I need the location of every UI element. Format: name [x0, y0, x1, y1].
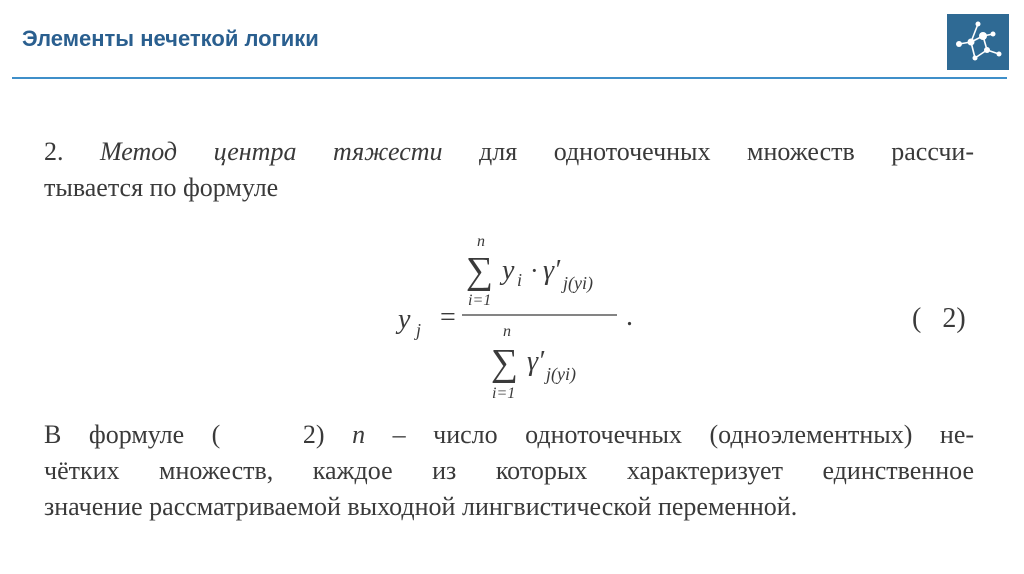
centroid-formula [0, 228, 1024, 408]
formula-lhs: y [398, 304, 411, 335]
denominator-gamma: γ′ [527, 346, 545, 377]
denominator-gamma-subscript: j(yi) [546, 364, 576, 384]
numerator-variable-subscript: i [517, 270, 523, 290]
paragraph-method [44, 134, 974, 206]
multiply-dot: · [530, 256, 539, 285]
paragraph-explanation [44, 417, 974, 525]
header-divider [12, 77, 1007, 79]
numerator-variable: y [502, 255, 515, 286]
paragraph-text: – число одноточечных (одноэлементных) не- [392, 420, 975, 449]
slide-header [0, 0, 1024, 80]
paragraph-line [44, 134, 974, 170]
paragraph-line [44, 417, 974, 453]
paragraph-line: тывается по формуле [44, 173, 279, 202]
molecule-network-icon [947, 14, 1009, 70]
sum-lower-limit: i=1 [492, 385, 516, 402]
equation-number: ( 2) [912, 303, 966, 334]
paragraph-text: для одноточечных множеств рассчи- [479, 137, 975, 166]
sum-lower-limit: i=1 [468, 292, 492, 309]
paragraph-line: значение рассматриваемой выходной лингвистической переменной. [44, 492, 798, 521]
sum-upper-limit: n [503, 323, 511, 340]
item-number: 2. [44, 137, 64, 166]
variable-n: n [352, 420, 366, 449]
formula-equals: = [440, 302, 456, 333]
formula-period: . [626, 301, 633, 332]
sum-symbol: ∑ [466, 250, 494, 292]
slide-title: Элементы нечеткой логики [22, 26, 319, 51]
numerator-gamma: γ′ [543, 255, 561, 286]
formula-reference: В формуле ( 2) [44, 420, 325, 449]
method-name: Метод центра тяжести [100, 137, 443, 166]
numerator-gamma-subscript: j(yi) [563, 273, 593, 293]
sum-symbol: ∑ [491, 342, 519, 384]
paragraph-line: чётких множеств, каждое из которых характеризует единственное [44, 456, 974, 485]
formula-lhs-subscript: j [416, 320, 422, 340]
sum-upper-limit: n [477, 233, 485, 250]
